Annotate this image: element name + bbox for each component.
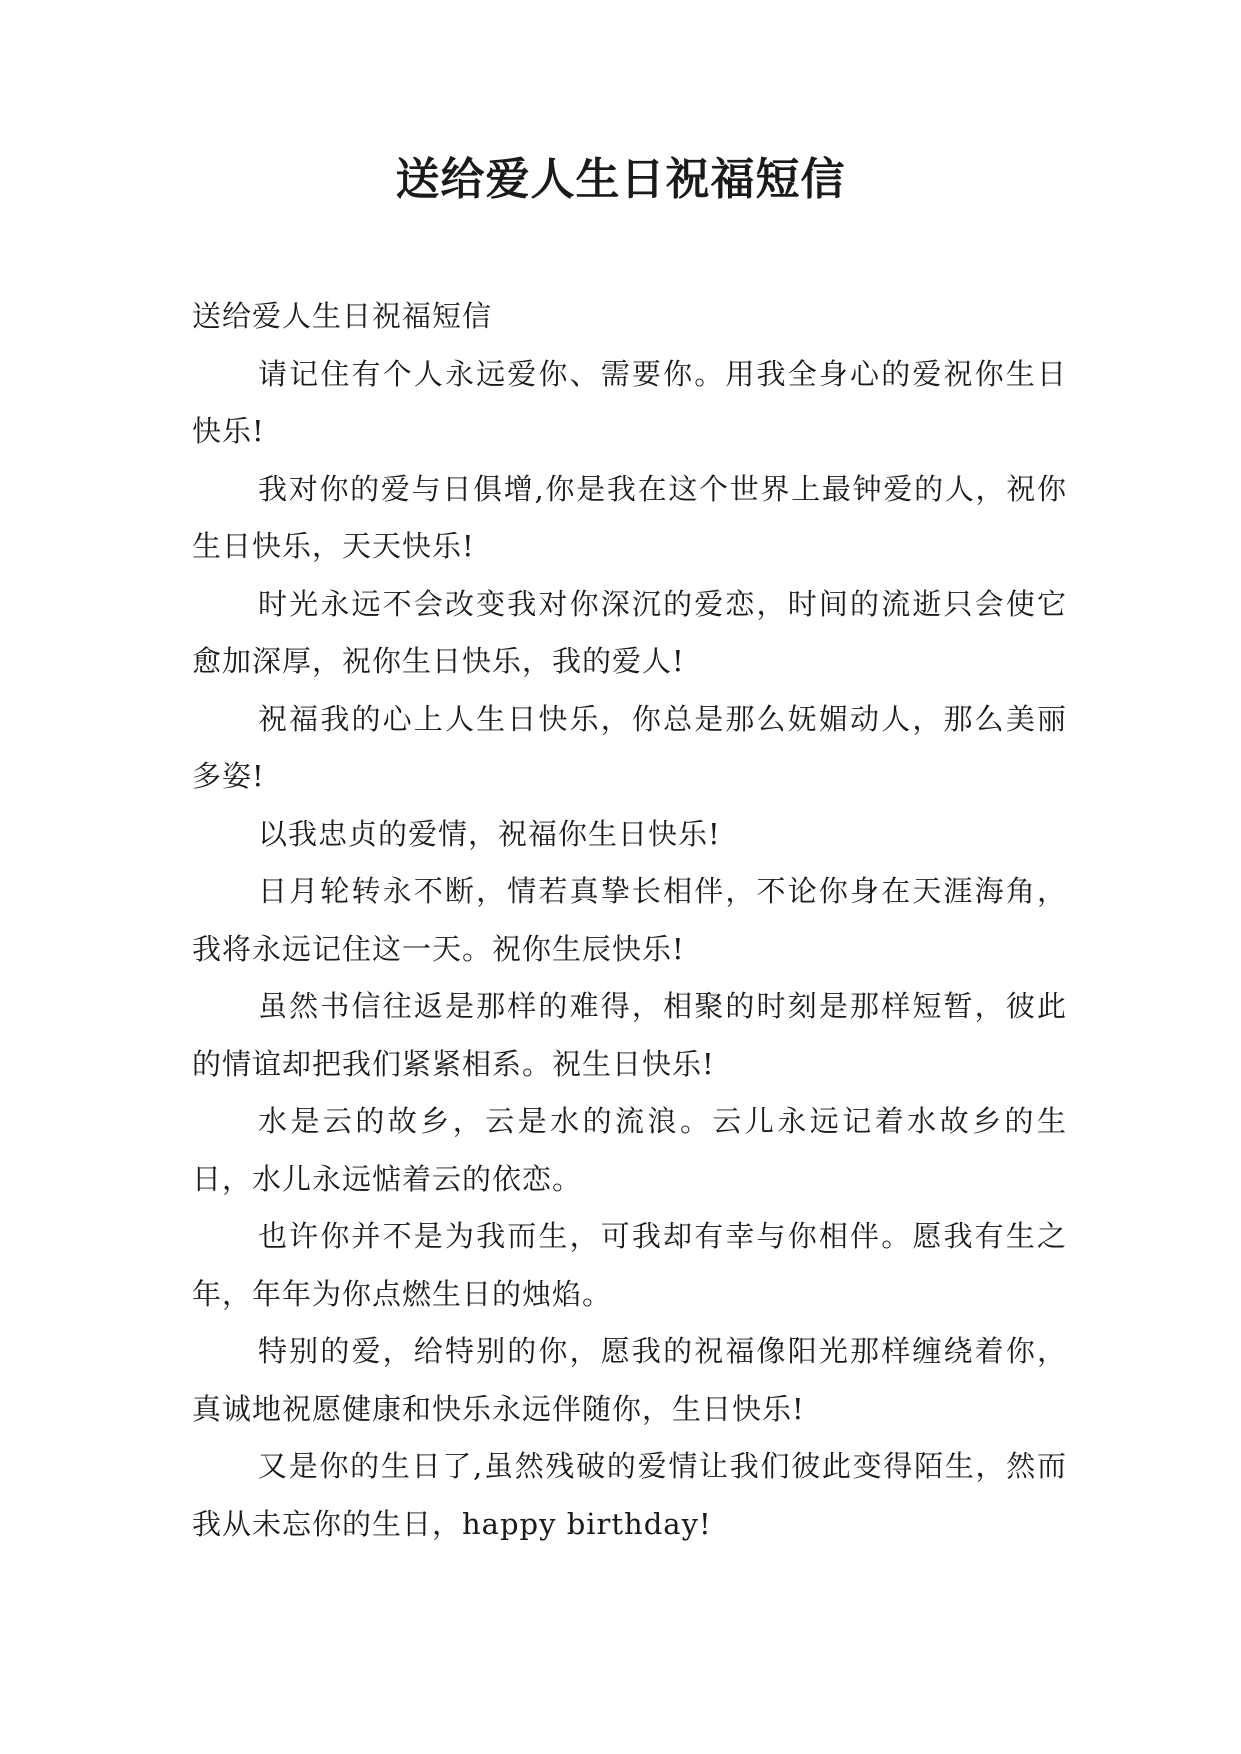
paragraph: 特别的爱，给特别的你，愿我的祝福像阳光那样缠绕着你，真诚地祝愿健康和快乐永远伴随你，生日快乐!: [192, 1334, 1067, 1426]
paragraph: 时光永远不会改变我对你深沉的爱恋，时间的流逝只会使它愈加深厚，祝你生日快乐，我的爱人!: [192, 586, 1067, 678]
document-subtitle: 送给爱人生日祝福短信: [192, 299, 493, 333]
paragraph: 请记住有个人永远爱你、需要你。用我全身心的爱祝你生日快乐!: [192, 356, 1067, 448]
paragraph: 虽然书信往返是那样的难得，相聚的时刻是那样短暂，彼此的情谊却把我们紧紧相系。祝生日快乐!: [192, 989, 1067, 1081]
paragraph: 水是云的故乡，云是水的流浪。云儿永远记着水故乡的生日，水儿永远惦着云的依恋。: [192, 1104, 1067, 1196]
document-body: [192, 288, 1067, 1553]
paragraph: 日月轮转永不断，情若真挚长相伴，不论你身在天涯海角，我将永远记住这一天。祝你生辰快乐!: [192, 874, 1067, 966]
paragraph: 又是你的生日了,虽然残破的爱情让我们彼此变得陌生，然而我从未忘你的生日，happy birthday!: [192, 1449, 1067, 1541]
paragraph: 以我忠贞的爱情，祝福你生日快乐!: [258, 816, 721, 851]
paragraph: 我对你的爱与日俱增,你是我在这个世界上最钟爱的人，祝你生日快乐，天天快乐!: [192, 471, 1067, 563]
document-title: 送给爱人生日祝福短信: [395, 154, 846, 205]
paragraph: 祝福我的心上人生日快乐，你总是那么妩媚动人，那么美丽多姿!: [192, 701, 1067, 793]
paragraph: 也许你并不是为我而生，可我却有幸与你相伴。愿我有生之年，年年为你点燃生日的烛焰。: [192, 1219, 1067, 1311]
